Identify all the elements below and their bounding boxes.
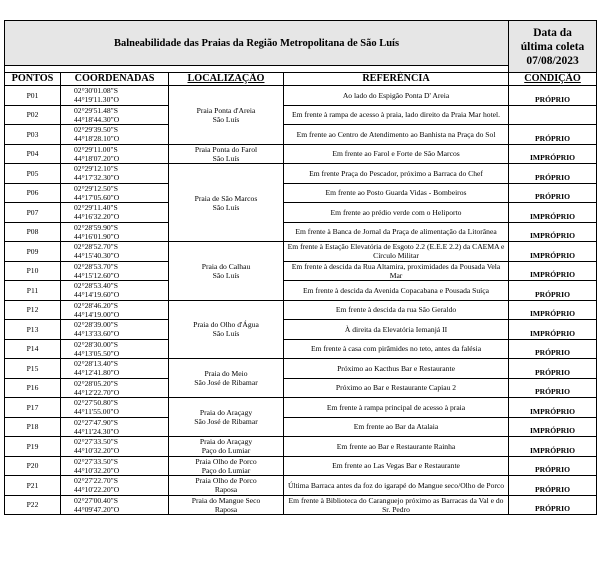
longitude: 44°18'07.20"O — [74, 153, 120, 163]
condition — [509, 398, 597, 418]
longitude: 44°14'19.60"O — [74, 290, 120, 300]
latitude: 02°28'30.00"S — [74, 339, 119, 349]
municipality: Paço do Lumiar — [201, 465, 251, 475]
table-row — [5, 300, 597, 320]
latitude: 02°28'53.70"S — [74, 261, 119, 271]
reference: Em frente à Biblioteca do Caranguejo próximo as Barracas da Val e do Sr. Pedro — [284, 495, 509, 515]
municipality: Paço do Lumiar — [201, 446, 251, 456]
condition-status: PRÓPRIO — [535, 367, 571, 377]
reference: Em frente ao Centro de Atendimento ao Banhista na Praça do Sol — [284, 125, 509, 145]
municipality: São Luís — [212, 114, 240, 124]
longitude: 44°13'05.50"O — [74, 348, 120, 358]
coordinates — [61, 437, 169, 457]
coordinates — [61, 164, 169, 184]
condition-status: PRÓPRIO — [535, 484, 571, 494]
table-row — [5, 378, 597, 398]
condition-status: PRÓPRIO — [535, 94, 571, 104]
longitude: 44°11'24.30"O — [74, 426, 119, 436]
point-id: P08 — [5, 222, 61, 242]
longitude: 44°17'05.60"O — [74, 192, 120, 202]
col-header-pontos: PONTOS — [5, 73, 61, 86]
condition-status: PRÓPRIO — [535, 172, 571, 182]
coordinates — [61, 183, 169, 203]
condition — [509, 86, 597, 106]
point-id: P20 — [5, 456, 61, 476]
condition-status: IMPRÓPRIO — [529, 250, 576, 260]
latitude: 02°27'22.70"S — [74, 476, 119, 486]
point-id: P22 — [5, 495, 61, 515]
location — [169, 144, 284, 164]
point-id: P21 — [5, 476, 61, 496]
col-header-localizacao: LOCALIZAÇÃO — [169, 73, 284, 86]
reference: Em frente ao Farol e Forte de São Marcos — [284, 144, 509, 164]
table-row — [5, 125, 597, 145]
coordinates — [61, 495, 169, 515]
beach-name: Praia do Calhau — [201, 261, 251, 271]
coordinates — [61, 339, 169, 359]
reference: Em frente ao Bar e Restaurante Rainha — [284, 437, 509, 457]
condition-status: IMPRÓPRIO — [529, 328, 576, 338]
condition-status: IMPRÓPRIO — [529, 445, 576, 455]
municipality: São Luís — [212, 202, 240, 212]
table-row — [5, 456, 597, 476]
condition — [509, 359, 597, 379]
latitude: 02°27'00.40"S — [74, 495, 119, 505]
table-row — [5, 495, 597, 515]
latitude: 02°29'11.40"S — [74, 203, 118, 213]
condition — [509, 300, 597, 320]
point-id: P17 — [5, 398, 61, 418]
point-id: P09 — [5, 242, 61, 262]
location — [169, 242, 284, 301]
municipality: São José de Ribamar — [194, 417, 258, 426]
condition-status: IMPRÓPRIO — [529, 153, 576, 162]
location — [169, 437, 284, 457]
latitude: 02°29'51.48"S — [74, 105, 119, 115]
longitude: 44°15'40.30"O — [74, 251, 120, 261]
latitude: 02°28'13.40"S — [74, 359, 119, 369]
condition-status: PRÓPRIO — [535, 504, 571, 513]
point-id: P02 — [5, 105, 61, 125]
longitude: 44°13'33.60"O — [74, 329, 120, 339]
condition — [509, 125, 597, 145]
col-header-referencia: REFERÊNCIA — [284, 73, 509, 86]
longitude: 44°18'44.30"O — [74, 114, 120, 124]
table-row — [5, 417, 597, 437]
coordinates — [61, 300, 169, 320]
location — [169, 456, 284, 476]
longitude: 44°16'32.20"O — [74, 212, 120, 222]
location — [169, 359, 284, 398]
table-row — [5, 281, 597, 301]
beach-name: Praia Olho de Porco — [195, 476, 257, 486]
latitude: 02°27'47.90"S — [74, 417, 119, 427]
reference: À direita da Elevatória Iemanjá II — [284, 320, 509, 340]
longitude: 44°18'28.10"O — [74, 134, 120, 144]
longitude: 44°09'47.20"O — [74, 504, 120, 514]
table-row — [5, 105, 597, 125]
latitude: 02°28'39.00"S — [74, 320, 119, 330]
condition-status: IMPRÓPRIO — [529, 211, 576, 221]
municipality: Raposa — [214, 504, 238, 514]
point-id: P11 — [5, 281, 61, 301]
reference: Em frente à rampa principal de acesso à praia — [284, 398, 509, 418]
latitude: 02°28'46.20"S — [74, 300, 119, 310]
latitude: 02°28'53.40"S — [74, 281, 119, 291]
coordinates — [61, 125, 169, 145]
beach-name: Praia do Olho d'Água — [193, 320, 259, 330]
table-row — [5, 86, 597, 106]
longitude: 44°15'12.60"O — [74, 270, 120, 280]
condition-status: PRÓPRIO — [535, 133, 571, 143]
condition — [509, 164, 597, 184]
condition — [509, 183, 597, 203]
point-id: P13 — [5, 320, 61, 340]
reference: Em frente à Banca de Jornal da Praça de alimentação da Litorânea — [284, 222, 509, 242]
coordinates — [61, 203, 169, 223]
col-header-coordenadas: COORDENADAS — [61, 73, 169, 86]
report-title: Balneabilidade das Praias da Região Metropolitana de São Luís — [5, 21, 509, 66]
coordinates — [61, 359, 169, 379]
coordinates — [61, 144, 169, 164]
reference: Em frente ao Bar da Atalaia — [284, 417, 509, 437]
condition-status: IMPRÓPRIO — [529, 406, 576, 416]
table-row — [5, 164, 597, 184]
point-id: P15 — [5, 359, 61, 379]
table-row — [5, 203, 597, 223]
coordinates — [61, 417, 169, 437]
coordinates — [61, 281, 169, 301]
longitude: 44°10'32.20"O — [74, 465, 120, 475]
condition — [509, 456, 597, 476]
table-row — [5, 320, 597, 340]
coordinates — [61, 105, 169, 125]
coordinates — [61, 242, 169, 262]
reference: Em frente à Estação Elevatória de Esgoto 2.2 (E.E.E 2.2) da CAEMA e Círculo Militar — [284, 242, 509, 262]
longitude: 44°12'22.70"O — [74, 387, 120, 397]
condition — [509, 261, 597, 281]
table-row — [5, 144, 597, 164]
condition-status: IMPRÓPRIO — [529, 270, 576, 279]
coordinates — [61, 378, 169, 398]
point-id: P01 — [5, 86, 61, 106]
condition-status: PRÓPRIO — [535, 465, 571, 474]
table-row — [5, 359, 597, 379]
coordinates — [61, 86, 169, 106]
condition — [509, 320, 597, 340]
reference: Próximo ao Kacthus Bar e Restaurante — [284, 359, 509, 379]
condition — [509, 476, 597, 496]
beach-name: Praia do Mangue Seco — [191, 495, 261, 505]
municipality: São Luís — [212, 270, 240, 280]
coordinates — [61, 398, 169, 418]
location — [169, 164, 284, 242]
condition — [509, 417, 597, 437]
point-id: P07 — [5, 203, 61, 223]
location — [169, 86, 284, 145]
balneabilidade-table — [4, 20, 597, 515]
beach-name: Praia Olho de Porco — [195, 456, 257, 466]
beach-name: Praia de São Marcos — [194, 193, 258, 203]
beach-name: Praia do Araçagy — [199, 408, 253, 417]
condition-status: PRÓPRIO — [535, 289, 571, 299]
point-id: P19 — [5, 437, 61, 457]
municipality: São José de Ribamar — [194, 378, 258, 387]
condition-status: PRÓPRIO — [535, 192, 571, 201]
table-row — [5, 183, 597, 203]
reference: Em frente à casa com pirâmides no teto, antes da falésia — [284, 339, 509, 359]
point-id: P10 — [5, 261, 61, 281]
coordinates — [61, 261, 169, 281]
table-row — [5, 242, 597, 262]
coordinates — [61, 320, 169, 340]
latitude: 02°28'52.70"S — [74, 242, 119, 252]
point-id: P12 — [5, 300, 61, 320]
point-id: P03 — [5, 125, 61, 145]
condition — [509, 495, 597, 515]
reference: Em frente ao prédio verde com o Heliporto — [284, 203, 509, 223]
table-row — [5, 261, 597, 281]
condition-status: IMPRÓPRIO — [529, 309, 576, 318]
point-id: P04 — [5, 144, 61, 164]
beach-name: Praia Ponta do Farol — [194, 144, 258, 154]
condition-status: PRÓPRIO — [535, 348, 571, 357]
point-id: P18 — [5, 417, 61, 437]
longitude: 44°10'22.20"O — [74, 485, 120, 495]
table-row — [5, 222, 597, 242]
latitude: 02°29'12.50"S — [74, 183, 119, 193]
coordinates — [61, 456, 169, 476]
latitude: 02°30'01.08"S — [74, 86, 119, 96]
table-row — [5, 437, 597, 457]
date-label-line-1: Data da — [533, 26, 572, 39]
condition — [509, 105, 597, 125]
latitude: 02°29'39.50"S — [74, 125, 119, 135]
beach-name: Praia do Meio — [204, 369, 248, 378]
beach-name: Praia do Araçagy — [199, 437, 253, 447]
reference: Em frente à descida da Rua Altamira, proximidades da Pousada Vela Mar — [284, 261, 509, 281]
longitude: 44°10'32.20"O — [74, 446, 120, 456]
reference: Em frente ao Las Vegas Bar e Restaurante — [284, 456, 509, 476]
date-value: 07/08/2023 — [526, 54, 579, 67]
latitude: 02°28'05.20"S — [74, 378, 119, 388]
coordinates — [61, 222, 169, 242]
longitude: 44°12'41.80"O — [74, 368, 120, 378]
reference: Em frente ao Posto Guarda Vidas - Bombeiros — [284, 183, 509, 203]
reference: Em frente à rampa de acesso à praia, lado direito da Praia Mar hotel. — [284, 105, 509, 125]
latitude: 02°28'59.90"S — [74, 222, 119, 232]
reference: Ao lado do Espigão Ponta D' Areia — [284, 86, 509, 106]
table-row — [5, 476, 597, 496]
last-collection-date — [509, 21, 597, 73]
reference: Em frente à descida da rua São Geraldo — [284, 300, 509, 320]
condition-status: IMPRÓPRIO — [529, 426, 576, 435]
coordinates — [61, 476, 169, 496]
longitude: 44°17'32.30"O — [74, 173, 120, 183]
condition — [509, 203, 597, 223]
latitude: 02°27'33.50"S — [74, 456, 119, 466]
longitude: 44°14'19.00"O — [74, 309, 120, 319]
municipality: São Luís — [212, 329, 240, 339]
municipality: Raposa — [214, 485, 238, 495]
date-label-line-2: última coleta — [520, 40, 585, 53]
latitude: 02°29'12.10"S — [74, 164, 119, 174]
latitude: 02°29'11.00"S — [74, 144, 118, 154]
table-row — [5, 398, 597, 418]
longitude: 44°11'55.00"O — [74, 407, 119, 417]
table-row — [5, 339, 597, 359]
location — [169, 300, 284, 359]
reference: Em frente à descida da Avenida Copacabana e Pousada Suíça — [284, 281, 509, 301]
condition — [509, 437, 597, 457]
condition — [509, 281, 597, 301]
point-id: P06 — [5, 183, 61, 203]
reference: Próximo ao Bar e Restaurante Capiau 2 — [284, 378, 509, 398]
reference: Última Barraca antes da foz do igarapé do Mangue seco/Olho de Porco — [284, 476, 509, 496]
condition-status: PRÓPRIO — [535, 387, 571, 396]
condition — [509, 222, 597, 242]
point-id: P16 — [5, 378, 61, 398]
header-spacer — [5, 66, 509, 73]
col-header-condicao: CONDIÇÃO — [509, 73, 597, 86]
beach-name: Praia Ponta d'Areia — [196, 105, 256, 115]
location — [169, 476, 284, 496]
reference: Em frente Praça do Pescador, próximo a Barraca do Chef — [284, 164, 509, 184]
municipality: São Luís — [212, 153, 240, 163]
condition-status: IMPRÓPRIO — [529, 231, 576, 240]
condition — [509, 144, 597, 164]
longitude: 44°16'01.90"O — [74, 231, 120, 241]
point-id: P14 — [5, 339, 61, 359]
condition — [509, 242, 597, 262]
latitude: 02°27'50.80"S — [74, 398, 119, 408]
condition — [509, 339, 597, 359]
location — [169, 495, 284, 515]
point-id: P05 — [5, 164, 61, 184]
condition — [509, 378, 597, 398]
latitude: 02°27'33.50"S — [74, 437, 119, 447]
location — [169, 398, 284, 437]
longitude: 44°19'11.30"O — [74, 95, 119, 105]
